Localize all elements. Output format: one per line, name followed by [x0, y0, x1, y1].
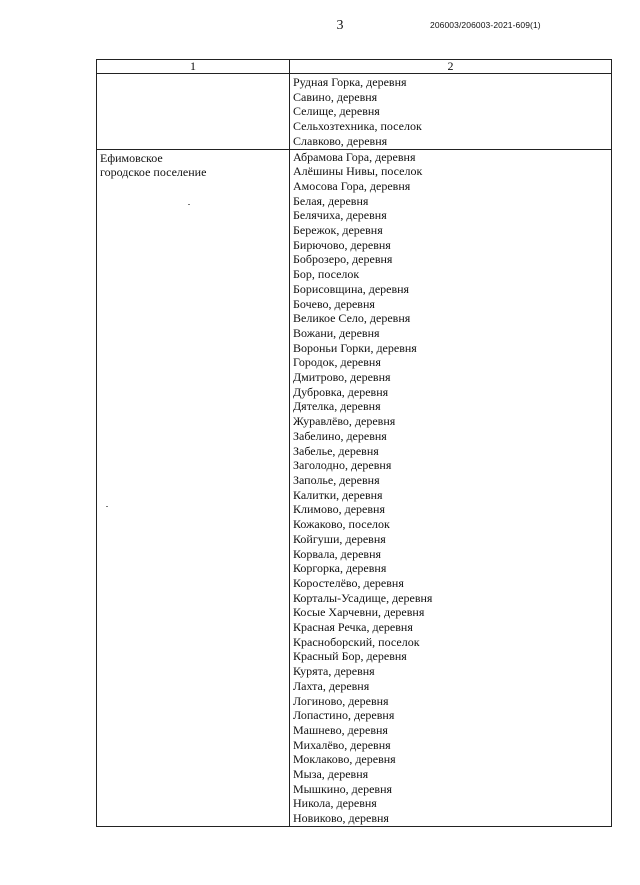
settlement-item: Журавлёво, деревня	[293, 414, 396, 429]
settlement-item: Бочево, деревня	[293, 296, 375, 311]
column-2-header: 2	[290, 60, 612, 74]
municipality-type: городское поселение	[100, 165, 207, 180]
scan-speck	[106, 506, 108, 507]
settlement-item: Дмитрово, деревня	[293, 370, 391, 385]
scan-speck	[188, 204, 190, 205]
settlement-item: Логиново, деревня	[293, 693, 389, 708]
settlement-item: Алёшины Нивы, поселок	[293, 164, 423, 179]
settlement-item: Косые Харчевни, деревня	[293, 605, 425, 620]
settlement-item: Коростелёво, деревня	[293, 575, 404, 590]
settlement-item: Заголодно, деревня	[293, 458, 392, 473]
settlements-table	[96, 59, 612, 827]
settlement-item: Михалёво, деревня	[293, 737, 391, 752]
settlement-item: Корвала, деревня	[293, 546, 382, 561]
settlement-item: Савино, деревня	[293, 89, 378, 104]
settlement-item: Машнево, деревня	[293, 722, 388, 737]
settlement-item: Вороньи Горки, деревня	[293, 340, 417, 355]
document-code: 206003/206003-2021-609(1)	[430, 20, 541, 30]
settlement-item: Курята, деревня	[293, 664, 375, 679]
settlement-item: Амосова Гора, деревня	[293, 178, 411, 193]
settlement-item: Никола, деревня	[293, 796, 377, 811]
settlement-item: Коргорка, деревня	[293, 561, 387, 576]
settlement-item: Лахта, деревня	[293, 678, 370, 693]
settlement-item: Вожани, деревня	[293, 325, 380, 340]
settlement-item: Дятелка, деревня	[293, 399, 381, 414]
page-number: 3	[336, 18, 344, 33]
municipality-cell-empty	[97, 74, 290, 150]
table-row-efimovskoe	[97, 149, 612, 826]
settlement-item: Селище, деревня	[293, 104, 380, 119]
settlement-item: Мышкино, деревня	[293, 781, 393, 796]
settlement-item: Бирючово, деревня	[293, 237, 391, 252]
table-header-row	[97, 60, 612, 74]
table-row-continuation	[97, 74, 612, 150]
settlements-cell	[290, 74, 612, 150]
settlement-item: Забелье, деревня	[293, 443, 379, 458]
municipality-cell	[97, 149, 290, 826]
settlement-item: Славково, деревня	[293, 133, 388, 148]
settlement-item: Бережок, деревня	[293, 223, 383, 238]
settlement-item: Боброзеро, деревня	[293, 252, 393, 267]
column-1-header: 1	[97, 60, 290, 74]
settlement-item: Сельхозтехника, поселок	[293, 119, 422, 134]
settlement-item: Климово, деревня	[293, 502, 385, 517]
settlement-item: Корталы-Усадище, деревня	[293, 590, 433, 605]
settlement-item: Красная Речка, деревня	[293, 620, 413, 635]
settlement-item: Новиково, деревня	[293, 811, 389, 826]
settlement-list	[293, 150, 611, 826]
settlement-item: Кожаково, поселок	[293, 517, 390, 532]
settlement-item: Койгуши, деревня	[293, 531, 386, 546]
settlement-item: Белячиха, деревня	[293, 208, 387, 223]
settlement-item: Белая, деревня	[293, 193, 369, 208]
settlement-item: Мыза, деревня	[293, 767, 369, 782]
settlement-item: Красноборский, поселок	[293, 634, 420, 649]
settlement-item: Борисовщина, деревня	[293, 281, 410, 296]
settlement-item: Великое Село, деревня	[293, 311, 411, 326]
settlement-item: Городок, деревня	[293, 355, 381, 370]
settlement-list	[293, 75, 611, 149]
settlement-item: Красный Бор, деревня	[293, 649, 407, 664]
settlement-item: Забелино, деревня	[293, 428, 387, 443]
settlement-item: Калитки, деревня	[293, 487, 383, 502]
settlement-item: Моклаково, деревня	[293, 752, 396, 767]
settlement-item: Рудная Горка, деревня	[293, 75, 407, 89]
settlement-item: Лопастино, деревня	[293, 708, 395, 723]
municipality-name: Ефимовское	[100, 150, 163, 165]
settlement-item: Бор, поселок	[293, 267, 360, 282]
settlements-cell	[290, 149, 612, 826]
settlement-item: Дубровка, деревня	[293, 384, 389, 399]
settlement-item: Заполье, деревня	[293, 472, 380, 487]
settlement-item: Абрамова Гора, деревня	[293, 149, 416, 164]
